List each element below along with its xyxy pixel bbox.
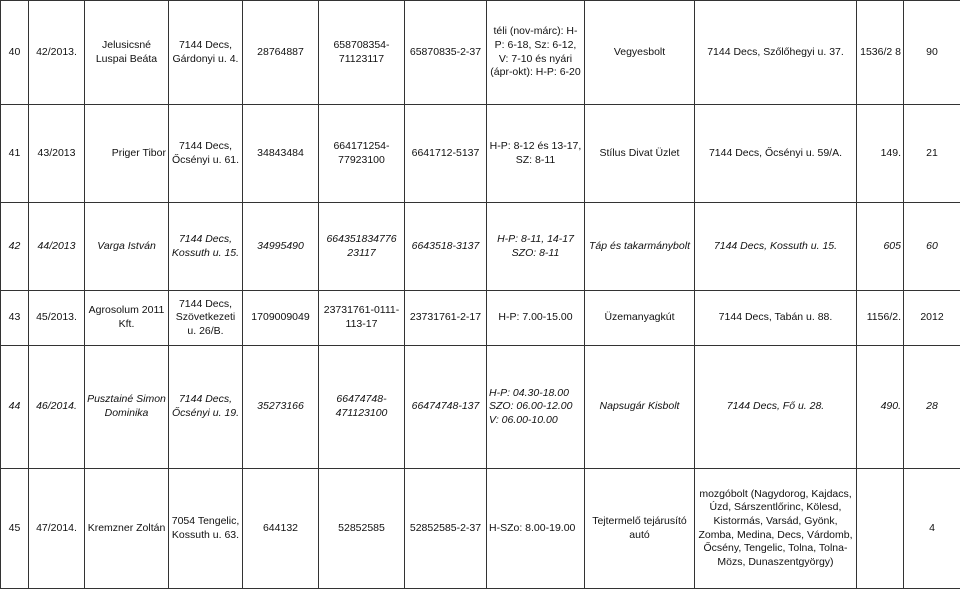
permit-id: 42/2013. xyxy=(29,1,85,105)
table-row xyxy=(1,105,960,203)
lot-number: 1156/2. xyxy=(857,291,904,346)
permit-id: 43/2013 xyxy=(29,105,85,203)
phone-number: 52852585 xyxy=(319,469,405,589)
table-row xyxy=(1,1,960,105)
shop-name: Stílus Divat Üzlet xyxy=(585,105,695,203)
owner-name: Kremzner Zoltán xyxy=(85,469,169,589)
row-number: 42 xyxy=(1,203,29,291)
table-row xyxy=(1,346,960,469)
shop-address: 7144 Decs, Őcsényi u. 59/A. xyxy=(695,105,857,203)
table-row xyxy=(1,469,960,589)
phone-number: 658708354-71123117 xyxy=(319,1,405,105)
fax-number: 6641712-5137 xyxy=(405,105,487,203)
opening-hours: H-P: 7.00-15.00 xyxy=(487,291,585,346)
shop-address: 7144 Decs, Kossuth u. 15. xyxy=(695,203,857,291)
shop-name: Napsugár Kisbolt xyxy=(585,346,695,469)
permit-id: 46/2014. xyxy=(29,346,85,469)
floor-area: 4 xyxy=(904,469,960,589)
row-number: 44 xyxy=(1,346,29,469)
shop-name: Üzemanyagkút xyxy=(585,291,695,346)
shop-address: 7144 Decs, Szőlőhegyi u. 37. xyxy=(695,1,857,105)
owner-name: Priger Tibor xyxy=(85,105,169,203)
floor-area: 28 xyxy=(904,346,960,469)
shop-address: 7144 Decs, Fő u. 28. xyxy=(695,346,857,469)
fax-number: 65870835-2-37 xyxy=(405,1,487,105)
owner-address: 7144 Decs, Kossuth u. 15. xyxy=(169,203,243,291)
row-number: 41 xyxy=(1,105,29,203)
owner-address: 7144 Decs, Őcsényi u. 61. xyxy=(169,105,243,203)
lot-number: 605 xyxy=(857,203,904,291)
shop-name: Tejtermelő tejárusító autó xyxy=(585,469,695,589)
tax-number: 35273166 xyxy=(243,346,319,469)
row-number: 40 xyxy=(1,1,29,105)
lot-number xyxy=(857,469,904,589)
tax-number: 34843484 xyxy=(243,105,319,203)
shop-address: mozgóbolt (Nagydorog, Kajdacs, Úzd, Sárszentlőrinc, Kölesd, Kistormás, Varsád, Gyönk, Zomba, Medina, Decs, Várdomb, Őcsény, Tengelic, Tolna, Tolna-Mözs, Dunaszentgyörgy) xyxy=(695,469,857,589)
row-number: 45 xyxy=(1,469,29,589)
fax-number: 52852585-2-37 xyxy=(405,469,487,589)
floor-area: 21 xyxy=(904,105,960,203)
permit-id: 44/2013 xyxy=(29,203,85,291)
row-number: 43 xyxy=(1,291,29,346)
shop-name: Vegyesbolt xyxy=(585,1,695,105)
phone-number: 664171254-77923100 xyxy=(319,105,405,203)
owner-address: 7144 Decs, Szövetkezeti u. 26/B. xyxy=(169,291,243,346)
floor-area: 2012 xyxy=(904,291,960,346)
owner-name: Agrosolum 2011 Kft. xyxy=(85,291,169,346)
opening-hours: H-P: 04.30-18.00 SZO: 06.00-12.00 V: 06.00-10.00 xyxy=(487,346,585,469)
floor-area: 60 xyxy=(904,203,960,291)
phone-number: 664351834776 23117 xyxy=(319,203,405,291)
shop-address: 7144 Decs, Tabán u. 88. xyxy=(695,291,857,346)
floor-area: 90 xyxy=(904,1,960,105)
permit-id: 47/2014. xyxy=(29,469,85,589)
opening-hours: H-P: 8-12 és 13-17, SZ: 8-11 xyxy=(487,105,585,203)
opening-hours: H-SZo: 8.00-19.00 xyxy=(487,469,585,589)
tax-number: 34995490 xyxy=(243,203,319,291)
fax-number: 66474748-137 xyxy=(405,346,487,469)
lot-number: 1536/2 8 xyxy=(857,1,904,105)
phone-number: 23731761-0111-113-17 xyxy=(319,291,405,346)
lot-number: 490. xyxy=(857,346,904,469)
tax-number: 28764887 xyxy=(243,1,319,105)
table-row xyxy=(1,203,960,291)
owner-name: Varga István xyxy=(85,203,169,291)
owner-address: 7144 Decs, Gárdonyi u. 4. xyxy=(169,1,243,105)
owner-name: Jelusicsné Luspai Beáta xyxy=(85,1,169,105)
owner-address: 7144 Decs, Őcsényi u. 19. xyxy=(169,346,243,469)
opening-hours: H-P: 8-11, 14-17 SZO: 8-11 xyxy=(487,203,585,291)
tax-number: 1709009049 xyxy=(243,291,319,346)
opening-hours: téli (nov-márc): H-P: 6-18, Sz: 6-12, V: 7-10 és nyári (ápr-okt): H-P: 6-20 xyxy=(487,1,585,105)
owner-address: 7054 Tengelic, Kossuth u. 63. xyxy=(169,469,243,589)
phone-number: 66474748-471123100 xyxy=(319,346,405,469)
fax-number: 6643518-3137 xyxy=(405,203,487,291)
lot-number: 149. xyxy=(857,105,904,203)
shop-name: Táp és takarmánybolt xyxy=(585,203,695,291)
owner-name: Pusztainé Simon Dominika xyxy=(85,346,169,469)
table-row xyxy=(1,291,960,346)
fax-number: 23731761-2-17 xyxy=(405,291,487,346)
permit-id: 45/2013. xyxy=(29,291,85,346)
tax-number: 644132 xyxy=(243,469,319,589)
